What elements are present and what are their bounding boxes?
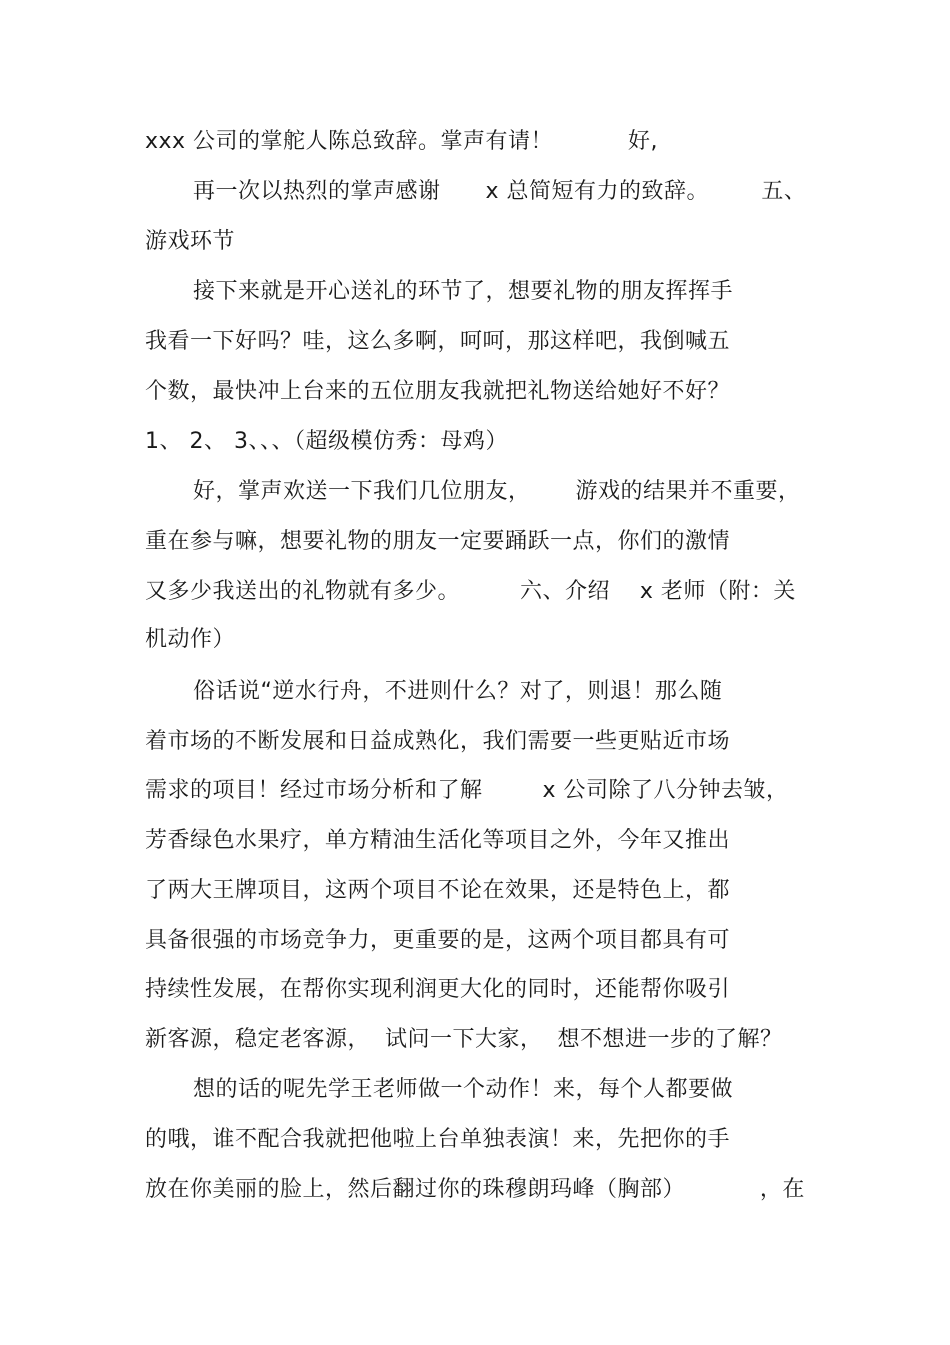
text-line: 我看一下好吗？哇，这么多啊，呵呵，那这样吧，我倒喊五 xyxy=(145,329,731,354)
text-line: 持续性发展，在帮你实现利润更大化的同时，还能帮你吸引 xyxy=(145,977,731,1002)
text-line: 又多少我送出的礼物就有多少。 六、介绍 x 老师（附：关 xyxy=(145,579,796,604)
text-line: 了两大王牌项目，这两个项目不论在效果，还是特色上，都 xyxy=(145,878,731,903)
text-line: 1、 2、 3、、、（超级模仿秀：母鸡） xyxy=(145,429,508,454)
text-line: 新客源，稳定老客源， 试问一下大家， 想不想进一步的了解？ xyxy=(145,1027,783,1052)
text-line: 接下来就是开心送礼的环节了，想要礼物的朋友挥挥手 xyxy=(193,279,734,304)
text-line: 游戏环节 xyxy=(145,229,236,254)
text-line: 着市场的不断发展和日益成熟化，我们需要一些更贴近市场 xyxy=(145,729,731,754)
text-line: 的哦，谁不配合我就把他啦上台单独表演！来，先把你的手 xyxy=(145,1127,731,1152)
text-line: 重在参与嘛，想要礼物的朋友一定要踊跃一点，你们的激情 xyxy=(145,529,731,554)
text-line: 俗话说“逆水行舟，不进则什么？对了，则退！那么随 xyxy=(193,679,723,704)
text-line: 机动作） xyxy=(145,627,236,652)
text-line: 放在你美丽的脸上，然后翻过你的珠穆朗玛峰（胸部） ，在 xyxy=(145,1177,805,1202)
text-line: xxx 公司的掌舵人陈总致辞。掌声有请！ 好, xyxy=(145,129,658,154)
text-line: 个数，最快冲上台来的五位朋友我就把礼物送给她好不好？ xyxy=(145,379,731,404)
text-line: 芳香绿色水果疗，单方精油生活化等项目之外，今年又推出 xyxy=(145,828,731,853)
text-line: 好，掌声欢送一下我们几位朋友， 游戏的结果并不重要， xyxy=(193,479,801,504)
text-line: 具备很强的市场竞争力，更重要的是，这两个项目都具有可 xyxy=(145,928,731,953)
text-line: 再一次以热烈的掌声感谢 x 总简短有力的致辞。 五、 xyxy=(193,179,807,204)
text-line: 想的话的呢先学王老师做一个动作！来，每个人都要做 xyxy=(193,1077,734,1102)
text-line: 需求的项目！经过市场分析和了解 x 公司除了八分钟去皱， xyxy=(145,778,789,803)
